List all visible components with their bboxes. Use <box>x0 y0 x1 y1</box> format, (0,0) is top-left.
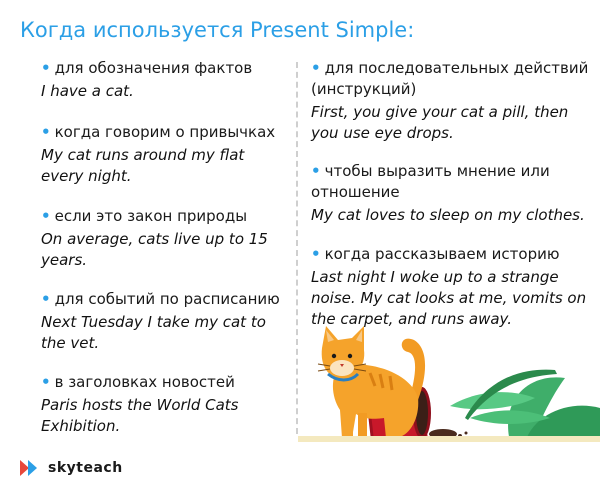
rule-example: My cat runs around my flat every night. <box>41 146 245 185</box>
rule-example: First, you give your cat a pill, then you use eye drops. <box>311 103 569 142</box>
rule-example: On average, cats live up to 15 years. <box>41 230 268 269</box>
column-divider <box>296 62 298 434</box>
list-item <box>41 289 291 354</box>
brand-name: skyteach <box>48 460 123 476</box>
rule-example: I have a cat. <box>41 82 134 100</box>
bullet-icon: • <box>311 162 321 180</box>
rule-label: если это закон природы <box>54 207 248 225</box>
page-title: Когда используется Present Simple: <box>20 18 415 42</box>
rule-example: Paris hosts the World Cats Exhibition. <box>41 396 239 435</box>
list-item <box>41 206 291 271</box>
rule-example: Next Tuesday I take my cat to the vet. <box>41 313 266 352</box>
list-item <box>41 372 291 437</box>
bullet-icon: • <box>311 59 321 77</box>
rule-label: для событий по расписанию <box>54 290 280 308</box>
cat-illustration <box>300 318 600 442</box>
floor-strip <box>298 436 600 442</box>
bullet-icon: • <box>41 207 51 225</box>
bullet-icon: • <box>41 59 51 77</box>
rule-label: для последовательных действий (инструкций) <box>311 59 589 98</box>
rule-example: My cat loves to sleep on my clothes. <box>311 206 585 224</box>
skyteach-logo-icon <box>20 460 42 476</box>
bullet-icon: • <box>311 245 321 263</box>
bullet-icon: • <box>41 290 51 308</box>
list-item <box>41 122 291 187</box>
list-item <box>311 58 591 144</box>
rule-label: чтобы выразить мнение или отношение <box>311 162 550 201</box>
rule-example: Last night I woke up to a strange noise. My cat looks at me, vomits on the carpet, and runs away. <box>311 268 587 328</box>
rule-label: для обозначения фактов <box>54 59 253 77</box>
plant-leaves-icon <box>450 370 600 442</box>
bullet-icon: • <box>41 373 51 391</box>
list-item <box>311 161 591 226</box>
rule-label: когда говорим о привычках <box>54 123 276 141</box>
list-item <box>41 58 252 102</box>
bullet-icon: • <box>41 123 51 141</box>
brand-logo <box>20 460 123 476</box>
rule-label: когда рассказываем историю <box>324 245 560 263</box>
rule-label: в заголовках новостей <box>54 373 235 391</box>
